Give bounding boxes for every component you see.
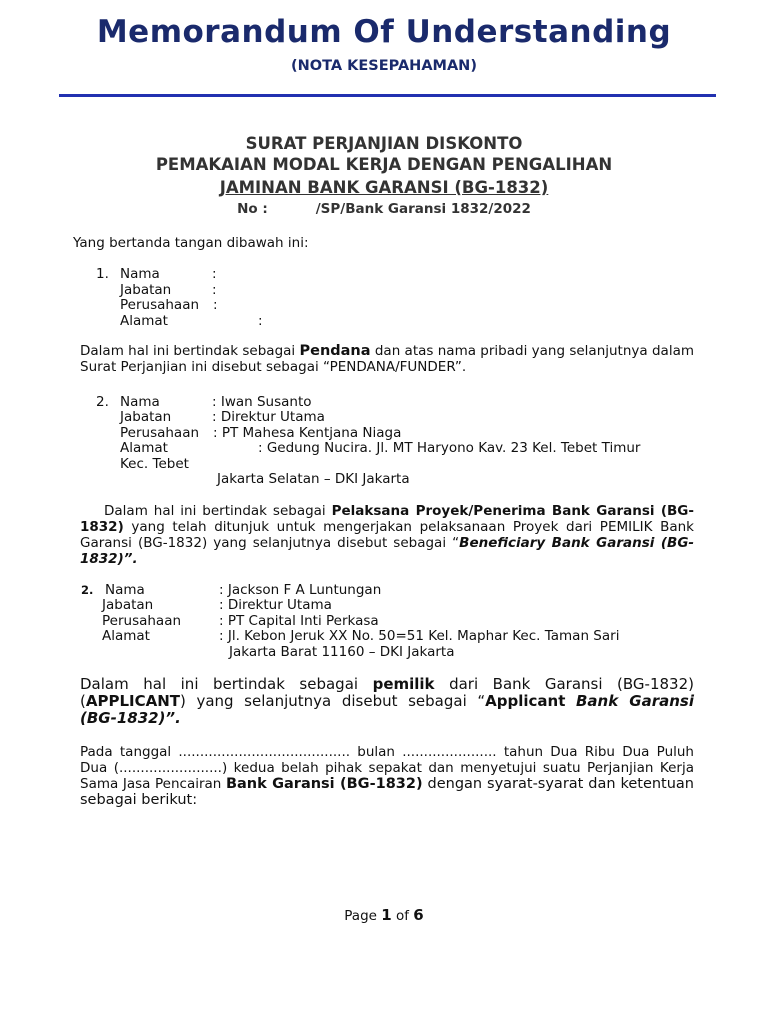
page-of-label: of xyxy=(395,908,409,924)
party2-perusahaan-value: : PT Mahesa Kentjana Niaga xyxy=(213,425,402,441)
party2-nama-label: Nama xyxy=(120,394,160,410)
party1-jabatan-label: Jabatan xyxy=(120,282,172,298)
closing-text2: dengan syarat-syarat dan ketentuan sebagai berikut: xyxy=(80,776,694,808)
party3-nama-value: : Jackson F A Luntungan xyxy=(219,582,382,598)
page-label: Page xyxy=(344,908,377,924)
party3-desc-applicant: APPLICANT xyxy=(85,692,180,710)
party2-number: 2. xyxy=(96,394,109,410)
party1-jabatan-value: : xyxy=(212,282,217,298)
party3-desc-text4 xyxy=(565,692,576,710)
party1-number: 1. xyxy=(96,266,109,282)
page-number: 1 xyxy=(381,906,392,924)
party3-number: 2. xyxy=(81,583,94,597)
party1-description xyxy=(80,343,694,375)
party3-perusahaan-label: Perusahaan xyxy=(102,613,182,629)
closing-bank-garansi: Bank Garansi (BG-1832) xyxy=(225,776,423,792)
header-divider xyxy=(59,94,716,97)
party1-desc-text2: dan atas nama pribadi yang selanjutnya dalam Surat Perjanjian ini disebut sebagai “PENDANA/FUNDER”. xyxy=(80,343,694,375)
party2-jabatan-label: Jabatan xyxy=(120,409,172,425)
agreement-heading-line2: PEMAKAIAN MODAL KERJA DENGAN PENGALIHAN xyxy=(155,155,613,174)
party2-desc-text1: Dalam hal ini bertindak sebagai xyxy=(104,503,332,519)
party3-desc-text2: dari Bank Garansi (BG-1832) ( xyxy=(80,675,694,710)
intro-text: Yang bertanda tangan dibawah ini: xyxy=(73,235,309,251)
party2-alamat-line3: Jakarta Selatan – DKI Jakarta xyxy=(217,471,410,487)
party3-alamat-value: : Jl. Kebon Jeruk XX No. 50=51 Kel. Maphar Kec. Taman Sari xyxy=(219,628,620,644)
party2-nama-value: : Iwan Susanto xyxy=(212,394,312,410)
party2-description xyxy=(80,503,694,567)
party1-alamat-label: Alamat xyxy=(120,313,168,329)
party1-desc-text1: Dalam hal ini bertindak sebagai xyxy=(80,343,300,359)
closing-text1: Pada tanggal ........................................ bulan ...................... tahun Dua Ribu Dua Puluh Dua (........................) kedua belah pihak sepakat dan menyetujui suatu Perjanjian Kerja Sama Jasa Pencairan xyxy=(80,744,694,792)
party1-desc-role: Pendana xyxy=(299,343,371,359)
party3-desc-alias: Bank Garansi (BG-1832)”. xyxy=(80,692,694,727)
agreement-heading-line1: SURAT PERJANJIAN DISKONTO xyxy=(245,134,523,153)
party3-jabatan-label: Jabatan xyxy=(102,597,154,613)
party2-desc-text2: yang telah ditunjuk untuk mengerjakan pelaksanaan Proyek dari PEMILIK Bank Garansi (BG-1832) yang selanjutnya disebut sebagai “ xyxy=(80,519,694,551)
party3-desc-text3: ) yang selanjutnya disebut sebagai “ xyxy=(180,692,486,710)
agreement-number-label: No : xyxy=(237,201,268,217)
agreement-number xyxy=(0,201,768,217)
party3-alamat-line2: Jakarta Barat 11160 – DKI Jakarta xyxy=(229,644,455,660)
party1-nama-value: : xyxy=(212,266,217,282)
party2-alamat-value: : Gedung Nucira. Jl. MT Haryono Kav. 23 Kel. Tebet Timur xyxy=(258,440,641,456)
party2-desc-role: Pelaksana Proyek/Penerima Bank Garansi (BG-1832) xyxy=(80,503,694,535)
party1-nama-label: Nama xyxy=(120,266,160,282)
agreement-number-value: /SP/Bank Garansi 1832/2022 xyxy=(315,201,531,217)
party2-desc-alias: Beneficiary Bank Garansi (BG-1832)”. xyxy=(80,535,694,567)
party2-perusahaan-label: Perusahaan xyxy=(120,425,200,441)
party1-perusahaan-label: Perusahaan xyxy=(120,297,200,313)
party3-nama-label: Nama xyxy=(105,582,145,598)
party3-description xyxy=(80,676,694,727)
party3-perusahaan-value: : PT Capital Inti Perkasa xyxy=(219,613,379,629)
party2-alamat-label: Alamat xyxy=(120,440,168,456)
party3-desc-alias-bold: Applicant xyxy=(485,692,566,710)
party1-alamat-value: : xyxy=(258,313,263,329)
party2-alamat-line2: Kec. Tebet xyxy=(120,456,189,472)
party1-perusahaan-value: : xyxy=(213,297,218,313)
page-footer xyxy=(0,906,768,924)
party3-alamat-label: Alamat xyxy=(102,628,150,644)
document-title: Memorandum Of Understanding xyxy=(96,14,672,50)
party3-desc-role: pemilik xyxy=(372,675,435,693)
agreement-heading-line3: JAMINAN BANK GARANSI (BG-1832) xyxy=(219,178,549,197)
page-total: 6 xyxy=(413,906,424,924)
closing-paragraph xyxy=(80,744,694,808)
party3-jabatan-value: : Direktur Utama xyxy=(219,597,332,613)
document-subtitle: (NOTA KESEPAHAMAN) xyxy=(291,58,477,74)
party3-desc-text1: Dalam hal ini bertindak sebagai xyxy=(80,675,373,693)
party2-jabatan-value: : Direktur Utama xyxy=(212,409,325,425)
